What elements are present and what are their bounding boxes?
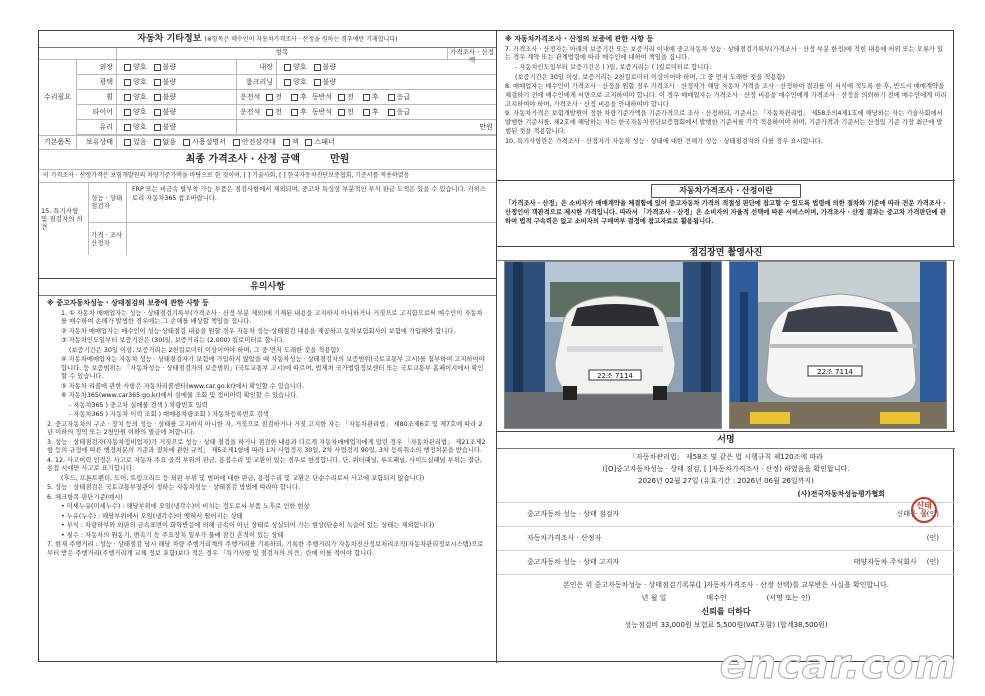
interior-options [277, 60, 496, 74]
checkbox[interactable] [154, 109, 161, 116]
checkbox[interactable] [314, 79, 321, 86]
glass-options [117, 120, 237, 134]
opt-spare: 응급 [396, 92, 411, 101]
row-label-interior: 내장 [237, 60, 277, 74]
opt-bad: 불량 [322, 62, 337, 71]
trust-slogan: 신뢰를 더하다 [701, 606, 751, 616]
notice-item: ④ 자동차매매업자는 자동차 성능 · 상태점검자가 보험에 가입하지 않았을 때 자동차성능 · 상태점검자의 보증범위(국토교통부 고시)를 첨부하여 고지하여야 합니다. 등 보증범위는 「자동차성능 · 상태점검자의 보증범위」(국토교통부 고시)에 따르며, 법제처 국가법령정보센터 또는 국토교통부 홈페이지에서 확인할 수 있습니다. [61, 356, 485, 381]
checkbox[interactable] [338, 94, 345, 101]
guarantee-item: 10. 특기사항란은 가격조사 · 산정자가 자동차 성능 · 상태에 대한 견해가 성능 · 상태점검자와 다를 경우 표시합니다. [505, 137, 823, 145]
tire-side-options [237, 105, 496, 119]
opt-bad: 불량 [162, 107, 177, 116]
guarantee-item: 8. 매매업자는 매수인이 가격조사 · 산정을 원할 경우 가격조사 · 산정자가 해당 자동차 가격을 조사 · 산정하여 결과를 이 서식에 적도록 한 후, 반드시 매매계약을 체결하기 전에 매수인에게 서면으로 고지하여야 합니다. 이 경우 매매업자는 가격조사 · 산정 비용을 매수인에게 가격조사 · 산정을 의뢰하기 전에 매수인에게 미리 고지하여야 하며, 가격조사 · 산정 비용을 안내하여야 합니다. [505, 83, 947, 108]
inspection-record-sheet [38, 30, 954, 662]
buyer-label: 매수인 [706, 594, 727, 602]
opt-front: 전 [347, 107, 354, 116]
plate-front: 22조 7114 [597, 372, 633, 380]
room-cleaning-options [277, 75, 496, 89]
signer-seal-mark: (인) [926, 558, 939, 567]
signer-row-price [497, 527, 955, 551]
basic-options [117, 136, 496, 149]
plate-rear: 22조 7114 [817, 368, 853, 376]
row-label-tire: 타이어 [77, 105, 117, 119]
opt-good: 양호 [293, 77, 307, 86]
repair-row-exterior [77, 60, 496, 75]
signature-title: 서명 [497, 432, 955, 449]
col-item-header: 항목 [117, 48, 448, 59]
notice-title: 유의사항 [39, 279, 496, 296]
signer-row-notifier [497, 551, 955, 575]
driver-seat-label: 운전석 [240, 92, 261, 101]
buyer-seal: (서명 또는 인) [766, 594, 811, 602]
right-column [497, 31, 955, 663]
opt-good: 양호 [133, 122, 147, 131]
signature-org: (사)전국자동차성능평가협회 [497, 486, 955, 504]
opt-bad: 불량 [162, 62, 177, 71]
checkbox[interactable] [283, 139, 290, 146]
perf-checker-label: 성능 · 상태 점검자 [89, 183, 127, 222]
opt-rear: 후 [371, 107, 379, 116]
guarantee-item: - 자동차인도일부터 보증기간은 ( )일, 보증거리는 ( )킬로미터로 합니다. [515, 64, 712, 72]
price-basis-text: 이 가격조사 · 산정가격은 보험개발원의 차량기준가액을 바탕으로 한 것이며, [ ] 기술사회, [ ] 한국자동차진단보증협회, 기준서를 적용하였음 [39, 170, 496, 183]
opt-bad: 불량 [162, 92, 177, 101]
opt-good: 양호 [133, 107, 147, 116]
repair-row-polish [77, 75, 496, 90]
notice-item: • 침수 : 자동차의 원동기, 변속기 등 주요장치 일부가 물에 잠긴 흔적이 있는 상태 [61, 531, 284, 539]
signer-seal-mark: (인) [926, 510, 939, 519]
repair-row-wheel [77, 90, 496, 105]
guarantee-item: (보증기간은 30일 이상, 보증거리는 2천킬로미터 이상이어야 하며, 그 중 먼저 도래한 것을 적용함) [515, 73, 786, 81]
stamp-text: 신태웅 [916, 501, 932, 519]
notice-item: - 자동차365 ) 중고차 실매물 검색 ) 차량번호 입력 [69, 401, 208, 409]
opt-manual: 사용설명서 [192, 138, 226, 147]
opt-good: 양호 [133, 77, 147, 86]
checkbox[interactable] [266, 94, 273, 101]
opt-good: 양호 [133, 92, 147, 101]
opt-front: 전 [275, 92, 283, 101]
opt-spare: 응급 [396, 107, 411, 116]
final-price-unit: 만원 [330, 153, 350, 165]
price-meaning-section [497, 181, 955, 247]
notice-item: ⑤ 자동차 리콜에 관한 사항은 자동차리콜센터(www.car.go.kr)에서 확인할 수 있습니다. [61, 382, 305, 390]
signature-section [497, 431, 955, 663]
receipt-text: 본인은 위 중고자동차성능 · 상태점검기록부([ ]자동차가격조사 · 산정 선택)를 교부받은 사실을 확인합니다. [562, 581, 890, 590]
checkbox[interactable] [284, 64, 291, 71]
notice-item: 1. ① 자동차 매매업자는 성능 · 상태점검기록부(가격조사 · 산정 부분 제외)에 기재된 내용을 고지하지 아니하거나 거짓으로 고지함으로써 매수인이 자동차를 매수하여 손해가 발생한 경우에는 그 손해를 배상할 책임을 집니다. [61, 309, 483, 326]
polish-options [117, 75, 237, 89]
checkbox[interactable] [154, 124, 161, 131]
repair-rows [77, 60, 496, 135]
signer-role-label: 자동차가격조사 · 산정자 [527, 534, 602, 543]
notice-item: ⑥ 자동차365(www.car365.go.kr)에서 실매물 조회 및 정비이력 확인할 수 있습니다. [61, 392, 299, 400]
checkbox[interactable] [233, 139, 240, 146]
notice-item: • 미세누유(미세누수) : 해당부위에 오일(냉각수)이 비치는 정도로서 부품 노후로 인한 현상 [61, 503, 310, 511]
checkbox[interactable] [291, 109, 298, 116]
row-label-glass: 유리 [77, 120, 117, 134]
checkbox[interactable] [363, 109, 370, 116]
checkbox[interactable] [284, 79, 291, 86]
final-price-label: 최종 가격조사 · 산정 금액 [185, 153, 300, 165]
row-label-exterior: 외장 [77, 60, 117, 74]
opinion-block [39, 183, 496, 255]
opt-yes: 있음 [133, 138, 147, 147]
checkbox[interactable] [338, 109, 345, 116]
signer-name: 태양자동차 주식회사 [853, 558, 917, 567]
guarantee-item: 7. 가격조사 · 산정자는 아래의 보증기간 또는 보증거리 이내에 중고자동차 성능 · 상태점검기록부(가격조사 · 산정 부분 한정)에 적힌 내용에 허위 또는 오류가 있는 경우 계약 또는 관계법령에 따라 매수인에 대하여 책임을 집니다. [505, 45, 944, 62]
notice-item: ③ 자동차인도일부터 보증기간은 (30)일, 보증거리는 (2,000) 킬로미터로 합니다. [61, 337, 285, 345]
opt-good: 양호 [293, 62, 307, 71]
perf-checker-opinion: FRP 또는 비금속 탈부착 가능 부품은 점검사항에서 제외되며, 중고차 특성상 부분적인 부식 판금 도색은 있을 수 있습니다. 카히스토리 자동차365 참조바랍니다. [132, 185, 486, 202]
notice-item: 2. 중고자동차의 구조 · 장치 등의 성능 · 상태를 고지하지 아니한 자, 거짓으로 점검하거나 거짓 고지한 자는 「자동차관리법」 제80조제6호 및 제7호에 따라 2년 이하의 징역 또는 2천만원 이하의 벌금에 처합니다. [47, 420, 483, 437]
passenger-seat-label: 동반석 [311, 107, 333, 116]
notice-item: 4. 12. 사고이력 인정은 사고로 자동차 주요 골격 부위의 판금, 용접수리 및 교환이 있는 경우로 한정합니다. 단, 쿼터패널, 루프패널, 사이드실패널 부위는 절단, 용접 시에만 사고로 표기합니다. [47, 456, 483, 473]
col-price-header: 가격조사 · 산정액 [450, 48, 494, 65]
opt-bad: 불량 [162, 122, 177, 131]
opt-front: 전 [347, 92, 354, 101]
receipt-date: 년 월 일 [641, 594, 667, 602]
signature-law-text: 「자동차관리법」 제58조 및 같은 법 시행규칙 제120조에 따라 [629, 453, 823, 462]
encar-watermark: encar.com [719, 642, 957, 688]
checkbox[interactable] [154, 64, 161, 71]
signer-name: 신태웅 [896, 510, 917, 519]
opinion-label: 15. 특기사항 및 점검자의 의견 [39, 183, 89, 255]
checkbox[interactable] [388, 94, 395, 101]
price-meaning-title: 자동차가격조사 · 산정이란 [651, 184, 801, 198]
other-info-header [39, 48, 496, 65]
wheel-side-options [237, 90, 496, 104]
passenger-seat-label: 동반석 [311, 92, 333, 101]
opt-bad: 불량 [322, 77, 337, 86]
inspection-photo-rear [729, 261, 947, 429]
repair-group-label: 수리필요 [39, 60, 77, 135]
perf-checker-row [89, 183, 496, 223]
price-checker-row [89, 223, 496, 255]
opt-bad: 불량 [162, 77, 177, 86]
notice-item: 3. 성능 · 상태점검자(자동차정비업자)가 거짓으로 성능 · 상태 점검을 하거나 점검한 내용과 다르게 자동차매매업자에게 알린 경우 「자동차관리법」 제21조제2항 등의 규정에 따른 행정처분의 기준과 절차에 관한 규칙」 제5조제1항에 따라 1차 사업정지 30일, 2차 사업정지 90일, 3차 등록취소의 행정처분을 받습니다. [47, 438, 486, 455]
opt-jack: 잭 [291, 138, 299, 147]
signature-check-text: ([O]중고자동차성능 · 상태 점검, [ ]자동차가격조사 · 산정) 하였음을 확인합니다. [602, 465, 850, 473]
opt-front: 전 [275, 107, 283, 116]
checkbox[interactable] [314, 64, 321, 71]
repair-row-tire [77, 105, 496, 120]
repair-row-glass [77, 120, 496, 135]
other-info-title [39, 31, 496, 48]
notice-item: • 누유(누수) : 해당부위에서 오일(냉각수)이 맺혀서 떨어지는 상태 [61, 512, 243, 520]
price-unit: 만원 [479, 122, 493, 131]
wheel-options [117, 90, 237, 104]
row-label-room-cleaning: 룸크리닝 [237, 75, 277, 89]
notice-item: - 자동차365 ) 자동차 이력 조회 ) 매매용차량조회 ) 자동차등록번호 검색 [69, 411, 269, 419]
row-label-polish: 광택 [77, 75, 117, 89]
basic-items-row [39, 135, 496, 150]
car-rear-image [730, 262, 947, 429]
final-price-row [39, 150, 496, 170]
checkbox[interactable] [388, 109, 395, 116]
notice-item: (후드, 프론트펜더, 도어, 트렁크리드 등 외판 부위 및 범퍼에 대한 판금, 용접수리 및 교환은 단순수리로서 사고에 포함되지 않습니다) [61, 474, 425, 482]
checkbox[interactable] [124, 94, 131, 101]
checkbox[interactable] [154, 94, 161, 101]
signer-row-perf [497, 503, 955, 527]
red-seal-stamp [911, 497, 937, 523]
opt-rear: 후 [300, 92, 307, 101]
basic-group-label: 기본품목 [39, 136, 77, 149]
checkbox[interactable] [363, 94, 370, 101]
exterior-options [117, 60, 237, 74]
checkbox[interactable] [291, 94, 298, 101]
driver-seat-label: 운전석 [240, 107, 261, 116]
checkbox[interactable] [124, 139, 131, 146]
other-info-section [39, 31, 496, 279]
guarantee-item: 9. 자동차가격은 보험개발원이 정한 차량기준가액을 기준가격으로 조사 · 산정하되, 기준서는 「자동차관리법」 제58조의4제1호에 해당하는 자는 기술사회에서 발행한 기준서를, 제2호에 해당하는 자는 한국자동차진단보증협회에서 발행한 기준서를 각각 적용하여야 하며, 기준가격과 기준서는 산정일 기준 가장 최근에 발행된 것을 적용합니다. [505, 110, 943, 135]
checkbox[interactable] [124, 124, 131, 131]
tire-options [117, 105, 237, 119]
opt-rear: 후 [371, 92, 379, 101]
inspection-photo-front [504, 261, 722, 429]
other-info-title-text: 자동차 기타정보 [137, 34, 202, 44]
signature-date: 2026년 02월 27일 (유효기간 : 2026년 06월 26일까지) [638, 476, 814, 485]
opt-triangle: 안전삼각대 [241, 138, 276, 147]
checkbox[interactable] [305, 139, 312, 146]
notice-item: 5. 성능 · 상태점검은 국토교통부장관이 정하는 자동차성능 · 상태점검 방법에 따라야 합니다. [47, 484, 301, 492]
notice-item: 6. 체크항목 판단기준(예시) [47, 493, 123, 501]
notice-item: ② 자동차 매매업자는 매수인이 성능·상태점검 내용을 원할 경우 자동차 성능·상태점검 내용을 제공하고 동차보험회사의 보험에 가입해야 합니다. [61, 327, 456, 335]
signer-role-label: 중고자동차 성능 · 상태 점검자 [527, 510, 620, 519]
opt-rear: 후 [300, 107, 307, 116]
repair-group [39, 60, 496, 135]
checkbox[interactable] [154, 79, 161, 86]
notice-section [39, 279, 496, 663]
price-guarantee-section [497, 31, 955, 181]
checkbox[interactable] [124, 79, 131, 86]
basic-status-label: 보유상태 [77, 136, 117, 149]
checkbox[interactable] [124, 64, 131, 71]
opt-good: 양호 [133, 62, 147, 71]
inspection-fee: 성능점검비 33,000원 보험료 5,500원(VAT포함) (합계38,500원) [624, 620, 828, 629]
opt-spanner: 스패너 [314, 138, 335, 147]
receipt-date-row [497, 590, 955, 603]
photos-title: 점검장면 촬영사진 [497, 247, 955, 261]
car-front-image [505, 262, 722, 429]
checkbox[interactable] [124, 109, 131, 116]
signer-seal-mark: (인) [926, 534, 939, 543]
row-label-wheel: 휠 [77, 90, 117, 104]
other-info-title-note: (※항목은 매수인이 자동차가격조사 · 산정을 원하는 경우에만 기재합니다) [204, 36, 398, 43]
notice-item: 7. 현재 주행거리 : 성능 · 상태점검 당시 해당 차량 주행거리계의 주행거리를 기록하되, 기록한 주행거리가 자동차전산정보처리조직(자동차관리정보시스템)으로부터 받은 주행거리(주행거리계 교체 정보 포함)보다 적은 경우 「특기사항 및 점검자의 의견」란에 이를 적어야 합니다. [47, 541, 484, 557]
signer-role-label: 중고자동차 성능 · 상태 고지자 [527, 558, 620, 567]
left-column [39, 31, 497, 663]
notice-heading: ※ 중고자동차성능 · 상태점검의 보증에 관한 사항 등 [47, 299, 209, 308]
checkbox[interactable] [183, 139, 190, 146]
opt-no: 없음 [162, 138, 177, 147]
checkbox[interactable] [266, 109, 273, 116]
price-checker-label: 가격 · 조사 산정자 [89, 223, 127, 255]
notice-item: (보증기간은 30일 이상, 보증거리는 2천킬로미터 이상이어야 하며, 그 중 먼저 도래한 것을 적용함) [69, 346, 340, 354]
guarantee-heading: ※ 자동차가격조사 · 산정의 보증에 관한 사항 등 [505, 35, 654, 43]
notice-item: • 부식 : 차량하부와 외판의 금속표면이 화학반응에 의해 금속이 아닌 상태로 상실되어 가는 현상(단순히 녹슬어 있는 상태는 제외합니다) [61, 522, 435, 530]
checkbox[interactable] [154, 139, 161, 146]
price-meaning-text: 「가격조사 · 산정」은 소비자가 매매계약을 체결함에 있어 중고자동차 가격의 적절성 판단에 참고할 수 있도록 법령에 의한 절차와 기준에 따라 전문 가격조사 · 산정인이 객관적으로 제시한 가격입니다. 따라서 「가격조사 · 산정」은 소비자의 자율적 선택에 따른 서비스이며, 가격조사 · 산정 결과는 중고차 가격판단에 관하여 법적 구속력은 없고 소비자의 구매여부 결정에 참고자료로 활용됩니다. [505, 200, 946, 225]
